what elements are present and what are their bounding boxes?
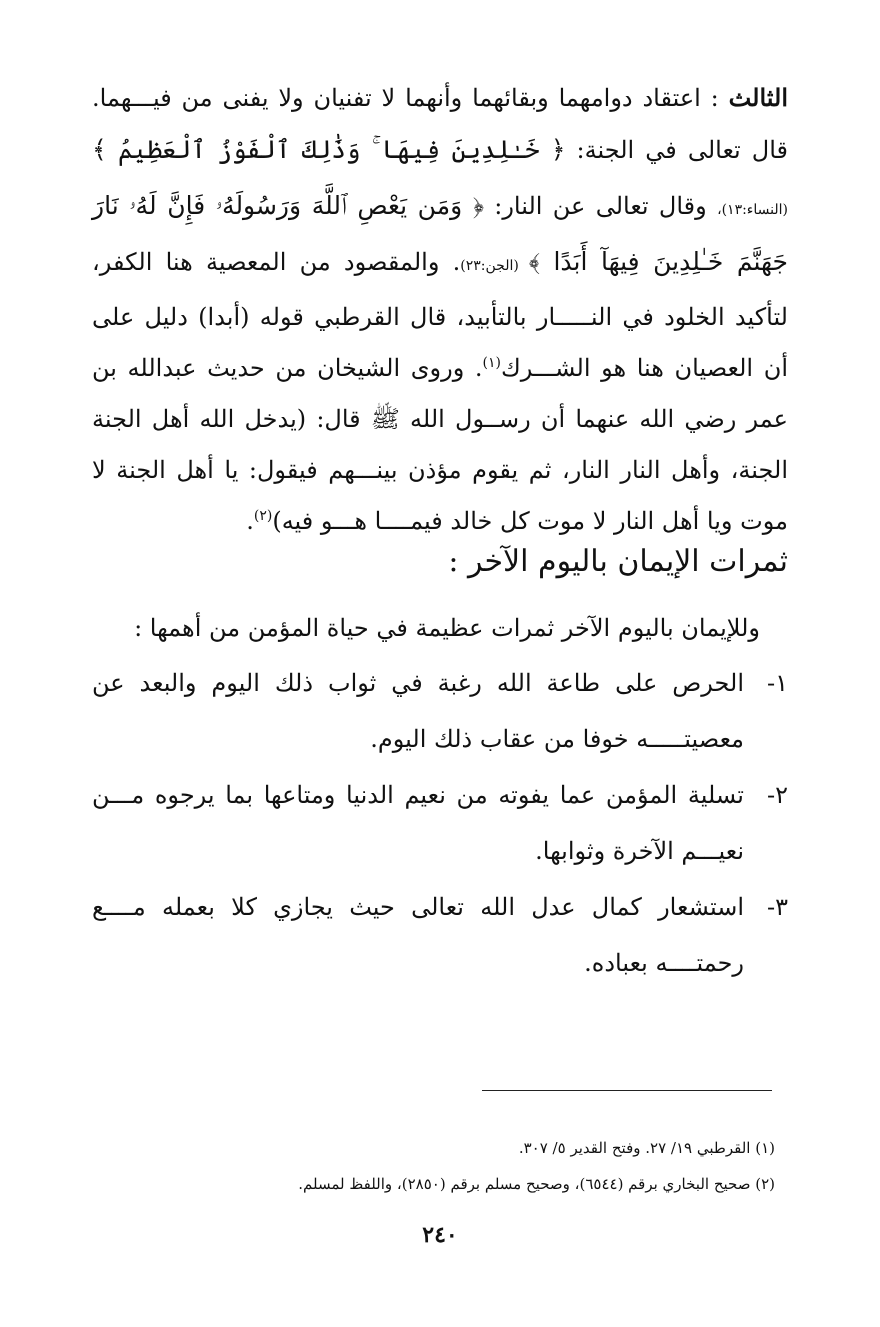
- hadith-end: .: [246, 507, 254, 535]
- list-item-number: ١-: [767, 669, 788, 697]
- fruits-list: [92, 655, 788, 991]
- hadith-text: وروى الشيخان من حديث عبدالله بن عمر رضي الله عنهما أن رســول الله ﷺ قال: (يدخل الله أهل الجنة الجنة، وأهل النار النار، ثم يقوم مؤذن بينـــهم فيقول: يا أهل الجنة لا موت ويا أهل النار لا موت كل خالد فيمــــا هـــو فيه): [92, 354, 788, 535]
- verse-1-lead: قال تعالى في الجنة:: [565, 136, 788, 164]
- list-item: [92, 879, 788, 991]
- footnote-1: (١) القرطبي ١٩/ ٢٧. وفتح القدير ٥/ ٣٠٧.: [518, 1139, 775, 1157]
- main-text-block: [92, 72, 788, 547]
- footnotes: [92, 1130, 775, 1202]
- list-item-text: الحرص على طاعة الله رغبة في ثواب ذلك اليوم والبعد عن معصيتـــــه خوفا من عقاب ذلك اليوم.: [92, 669, 744, 753]
- point-label: الثالث: [728, 83, 788, 112]
- list-item: [92, 655, 788, 767]
- paragraph-third-point: [92, 72, 788, 547]
- verse-2-lead: وقال تعالى عن النار:: [483, 192, 718, 220]
- page-number: ٢٤٠: [422, 1222, 458, 1248]
- verse-1-reference: (النساء:١٣)،: [717, 202, 788, 218]
- section-title: ثمرات الإيمان باليوم الآخر :: [448, 544, 788, 579]
- list-item-text: تسلية المؤمن عما يفوته من نعيم الدنيا ومتاعها بما يرجوه مـــن نعيـــم الآخرة وثوابها.: [92, 781, 744, 865]
- list-item-text: استشعار كمال عدل الله تعالى حيث يجازي كلا بعمله مــــع رحمتــــه بعباده.: [92, 893, 744, 977]
- quran-verse-2: ﴿ وَمَن يَعْصِ ٱللَّهَ وَرَسُولَهُۥ فَإِنَّ لَهُۥ نَارَ جَهَنَّمَ خَـٰلِدِينَ فِيهَآ أَبَدًا ﴾: [92, 191, 789, 276]
- section-intro: وللإيمان باليوم الآخر ثمرات عظيمة في حياة المؤمن من أهمها :: [134, 614, 760, 642]
- footnote-separator: [482, 1090, 772, 1091]
- point-sentence: : اعتقاد دوامهما وبقائهما وأنهما لا تفنيان ولا يفنى من فيـــهما.: [92, 84, 729, 112]
- list-item-number: ٣-: [767, 893, 788, 921]
- footnote-1-marker: (١): [482, 355, 501, 371]
- footnote-2: (٢) صحيح البخاري برقم (٦٥٤٤)، وصحيح مسلم برقم (٢٨٥٠)، واللفظ لمسلم.: [298, 1175, 775, 1193]
- quran-verse-1: ﴿ خَـٰلِدِينَ فِيهَا ۚ وَذَٰلِكَ ٱلْفَوْزُ ٱلْعَظِيمُ ﴾: [92, 135, 566, 164]
- list-item-number: ٢-: [767, 781, 788, 809]
- explanation-end: .: [474, 354, 483, 382]
- verse-explanation: . والمقصود من المعصية هنا الكفر، لتأكيد الخلود في النـــــار بالتأبيد، قال القرطبي قوله (أبدا) دليل على أن العصيان هنا هو الشـــرك: [92, 248, 788, 382]
- list-item: [92, 767, 788, 879]
- footnote-2-marker: (٢): [253, 508, 273, 524]
- verse-2-reference: (الجن:٢٣): [460, 258, 529, 274]
